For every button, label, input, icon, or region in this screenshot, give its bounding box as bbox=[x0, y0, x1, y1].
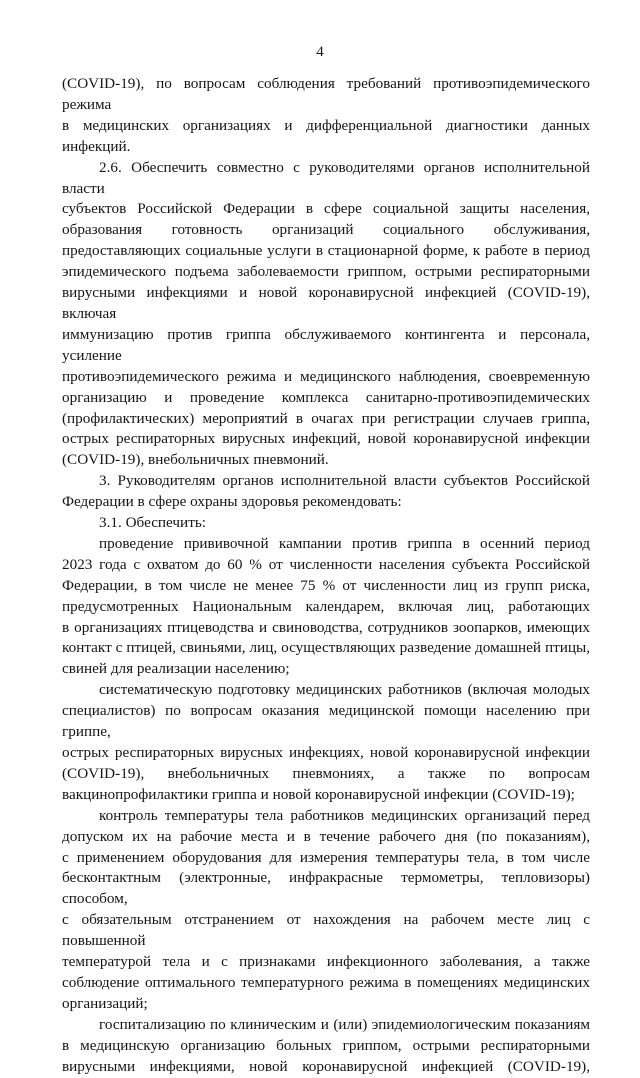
text-line: проведение прививочной кампании против гриппа в осенний период bbox=[99, 534, 590, 552]
text-line: острых респираторных вирусных инфекций, новой коронавирусной инфекции bbox=[62, 430, 590, 448]
text-line: вирусными инфекциями и новой коронавирусной инфекцией (COVID-19), включая bbox=[62, 284, 590, 322]
text-line: (COVID-19), по вопросам соблюдения требований противоэпидемического режима bbox=[62, 75, 590, 113]
text-line: с применением оборудования для измерения температуры тела, в том числе bbox=[62, 848, 590, 866]
text-line: (COVID-19), внебольничных пневмоний. bbox=[62, 451, 329, 469]
text-line: (профилактических) мероприятий в очагах при регистрации случаев гриппа, bbox=[62, 409, 590, 427]
text-line: допуском их на рабочие места и в течение рабочего дня (по показаниям), bbox=[62, 827, 590, 845]
text-line: предусмотренных Национальным календарем, включая лиц, работающих bbox=[62, 597, 590, 615]
text-line: вирусными инфекциями, новой коронавирусной инфекцией (COVID-19), bbox=[62, 1057, 590, 1075]
text-line: в медицинских организациях и дифференциальной диагностики данных инфекций. bbox=[62, 116, 590, 155]
text-line: в медицинскую организацию больных гриппом, острыми респираторными bbox=[62, 1036, 590, 1054]
text-line: острых респираторных вирусных инфекциях, новой коронавирусной инфекции bbox=[62, 744, 590, 761]
text-line: организацию и проведение комплекса санитарно-противоэпидемических bbox=[62, 388, 590, 406]
text-line: с обязательным отстранением от нахождения на рабочем месте лиц с повышенной bbox=[62, 911, 590, 950]
text-line: контроль температуры тела работников медицинских организаций перед bbox=[99, 806, 590, 824]
text-line: Федерации, в том числе не менее 75 % от численности лиц из групп риска, bbox=[62, 576, 590, 594]
text-line: 3. Руководителям органов исполнительной власти субъектов Российской bbox=[99, 472, 590, 490]
text-line: контакт с птицей, свиньями, лиц, осуществляющих разведение домашней птицы, bbox=[62, 639, 590, 657]
text-line: предоставляющих социальные услуги в стационарной форме, к работе в период bbox=[62, 242, 590, 260]
document-body bbox=[62, 74, 590, 1078]
text-line: госпитализацию по клиническим и (или) эпидемиологическим показаниям bbox=[99, 1015, 590, 1033]
text-line: в организациях птицеводства и свиноводства, сотрудников зоопарков, имеющих bbox=[62, 618, 590, 636]
text-line: систематическую подготовку медицинских работников (включая молодых bbox=[99, 681, 590, 699]
text-line: 2023 года с охватом до 60 % от численности населения субъекта Российской bbox=[62, 555, 590, 573]
text-line: бесконтактным (электронные, инфракрасные термометры, тепловизоры) способом, bbox=[62, 869, 590, 908]
text-line: соблюдение оптимального температурного режима в помещениях медицинских bbox=[62, 973, 590, 991]
text-line: организаций; bbox=[62, 994, 148, 1012]
page-number: 4 bbox=[316, 44, 324, 60]
text-line: Федерации в сфере охраны здоровья рекомендовать: bbox=[62, 493, 402, 511]
text-line: 2.6. Обеспечить совместно с руководителями органов исполнительной власти bbox=[62, 158, 590, 197]
text-line: противоэпидемического режима и медицинского наблюдения, своевременную bbox=[62, 367, 590, 385]
text-line: свиней для реализации населению; bbox=[62, 660, 290, 678]
text-line: эпидемического подъема заболеваемости гриппом, острыми респираторными bbox=[62, 263, 590, 281]
text-line: иммунизацию против гриппа обслуживаемого контингента и персонала, усиление bbox=[62, 325, 590, 364]
text-line: 3.1. Обеспечить: bbox=[99, 514, 206, 532]
text-line: температурой тела и с признаками инфекционного заболевания, а также bbox=[62, 953, 590, 971]
text-line: субъектов Российской Федерации в сфере социальной защиты населения, bbox=[62, 200, 590, 218]
text-line: (COVID-19), внебольничных пневмониях, а также по вопросам bbox=[62, 764, 590, 782]
text-line: вакцинопрофилактики гриппа и новой коронавирусной инфекции (COVID-19); bbox=[62, 785, 575, 803]
text-line: специалистов) по вопросам оказания медицинской помощи населению при гриппе, bbox=[62, 702, 590, 741]
text-line: образования готовность организаций социального обслуживания, bbox=[62, 221, 590, 239]
